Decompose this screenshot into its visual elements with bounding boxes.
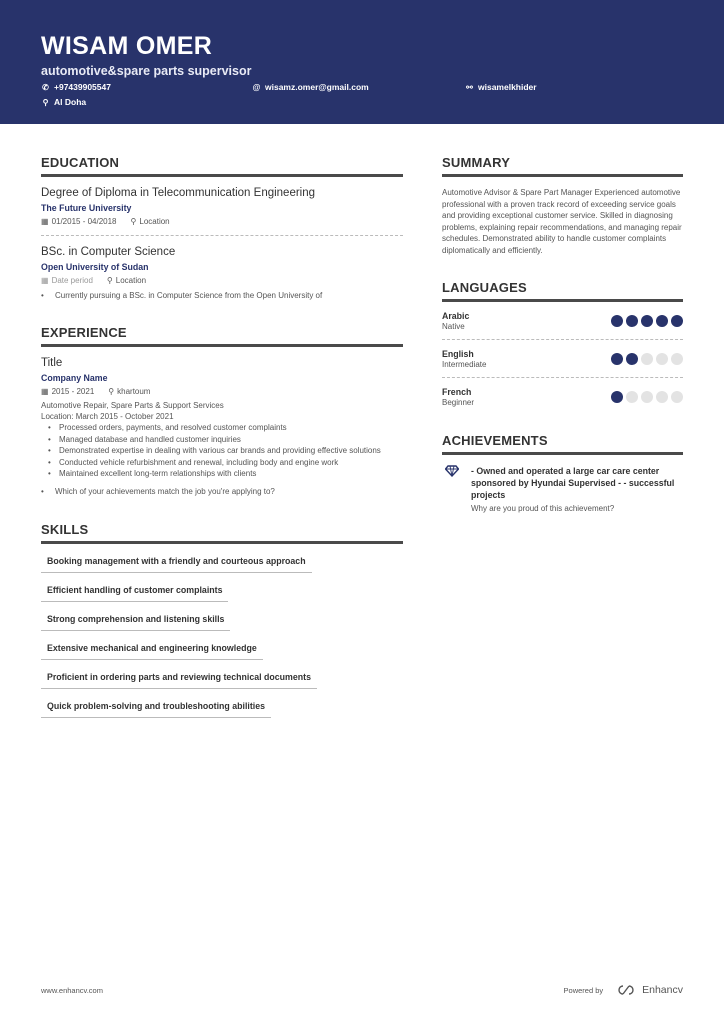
- rating-dot-filled: [611, 315, 623, 327]
- phone-icon: ✆: [42, 82, 49, 92]
- enhancv-logo-icon: [615, 984, 637, 996]
- calendar-icon: ▦: [41, 217, 49, 226]
- rating-dot-filled: [626, 315, 638, 327]
- calendar-icon: ▦: [41, 276, 49, 285]
- education-meta: [41, 217, 403, 227]
- experience-location: khartoum: [117, 387, 151, 396]
- education-entry: [41, 177, 403, 236]
- skill-row: [41, 544, 403, 573]
- education-entry: [41, 236, 403, 301]
- rating-dot-empty: [641, 391, 653, 403]
- languages-heading: LANGUAGES: [442, 280, 683, 302]
- right-column: [442, 155, 683, 514]
- rating-dot-empty: [671, 391, 683, 403]
- degree-title: Degree of Diploma in Telecommunication Engineering: [41, 187, 316, 199]
- proficiency-dots: [611, 391, 683, 403]
- language-item: [442, 302, 683, 340]
- language-level: Beginner: [442, 397, 475, 407]
- summary-text: Automotive Advisor & Spare Part Manager Experienced automotive professional with a proven track record of exceeding service goals and providing exceptional customer service. Skilled in diagnosing problems, explaining repair recommendations, and managing repair schedules. Demonstrated ability to handle customer complaints diplomatically and efficiently.: [442, 188, 682, 255]
- link-icon: ⚯: [466, 82, 473, 92]
- job-title: Title: [41, 357, 63, 369]
- list-item: • Managed database and handled customer inquiries: [41, 434, 403, 446]
- achievement-item: [442, 465, 683, 514]
- education-bullet: • Currently pursuing a BSc. in Computer Science from the Open University of: [41, 291, 403, 301]
- brand-name: Enhancv: [642, 984, 683, 996]
- brand-logo[interactable]: [615, 984, 683, 996]
- experience-prompt: • Which of your achievements match the job you're applying to?: [41, 487, 403, 497]
- skill-item: Efficient handling of customer complaints: [41, 585, 228, 602]
- phone-number: +97439905547: [54, 82, 111, 92]
- experience-list: [41, 422, 403, 480]
- phone-contact[interactable]: [41, 82, 111, 92]
- list-item: • Conducted vehicle refurbishment and renewal, including body and engine work: [41, 457, 403, 469]
- skill-row: [41, 660, 403, 689]
- powered-by-label: Powered by: [563, 985, 604, 995]
- experience-dates: Location: March 2015 - October 2021: [41, 412, 174, 421]
- resume-header: [0, 0, 724, 124]
- link-contact[interactable]: [465, 82, 537, 92]
- education-location: Location: [139, 217, 170, 226]
- education-location: Location: [115, 276, 147, 285]
- skill-item: Quick problem-solving and troubleshooting abilities: [41, 701, 271, 718]
- degree-title: BSc. in Computer Science: [41, 246, 176, 258]
- experience-heading: EXPERIENCE: [41, 325, 403, 347]
- list-item: • Processed orders, payments, and resolved customer complaints: [41, 422, 403, 434]
- rating-dot-filled: [656, 315, 668, 327]
- profile-link: wisamelkhider: [478, 82, 537, 92]
- skill-row: [41, 631, 403, 660]
- list-item: • Maintained excellent long-term relationships with clients: [41, 468, 403, 480]
- school-name: Open University of Sudan: [41, 262, 149, 272]
- skill-item: Strong comprehension and listening skills: [41, 614, 230, 631]
- achievement-description: Why are you proud of this achievement?: [471, 503, 615, 513]
- location-pin-icon: ⚲: [130, 217, 137, 226]
- contact-row: [41, 82, 683, 96]
- language-name: Arabic: [442, 310, 470, 321]
- rating-dot-empty: [656, 391, 668, 403]
- skill-item: Extensive mechanical and engineering knowledge: [41, 643, 263, 660]
- candidate-title: automotive&spare parts supervisor: [41, 64, 252, 78]
- language-list: [442, 302, 683, 415]
- list-item: • Demonstrated expertise in dealing with various car brands and providing effective solutions: [41, 445, 403, 457]
- company-name: Company Name: [41, 373, 108, 383]
- rating-dot-filled: [626, 353, 638, 365]
- email-address: wisamz.omer@gmail.com: [265, 82, 369, 92]
- footer-website[interactable]: www.enhancv.com: [41, 986, 103, 995]
- experience-period: 2015 - 2021: [51, 387, 95, 396]
- language-level: Native: [442, 321, 465, 331]
- education-heading: EDUCATION: [41, 155, 403, 177]
- location-pin-icon: ⚲: [106, 276, 113, 285]
- school-name: The Future University: [41, 203, 132, 213]
- page-footer: [41, 984, 683, 998]
- skill-row: [41, 689, 403, 718]
- location-row: [41, 97, 683, 111]
- skills-heading: SKILLS: [41, 522, 403, 544]
- skill-row: [41, 573, 403, 602]
- location-pin-icon: ⚲: [42, 97, 49, 107]
- skill-item: Proficient in ordering parts and reviewing technical documents: [41, 672, 317, 689]
- footer-branding: [564, 984, 683, 996]
- language-item: [442, 378, 683, 415]
- language-item: [442, 340, 683, 378]
- candidate-name: WISAM OMER: [41, 32, 213, 60]
- email-contact[interactable]: [252, 82, 369, 92]
- skill-row: [41, 602, 403, 631]
- proficiency-dots: [611, 353, 683, 365]
- rating-dot-empty: [656, 353, 668, 365]
- location-pin-icon: ⚲: [108, 387, 115, 396]
- calendar-icon: ▦: [41, 387, 49, 396]
- at-icon: @: [252, 82, 261, 92]
- rating-dot-filled: [671, 315, 683, 327]
- rating-dot-empty: [626, 391, 638, 403]
- rating-dot-filled: [611, 391, 623, 403]
- rating-dot-empty: [671, 353, 683, 365]
- experience-description: Automotive Repair, Spare Parts & Support Services: [41, 401, 224, 410]
- education-meta: [41, 276, 403, 286]
- rating-dot-empty: [641, 353, 653, 365]
- language-name: English: [442, 348, 474, 359]
- summary-heading: SUMMARY: [442, 155, 683, 177]
- achievement-title: - Owned and operated a large car care center sponsored by Hyundai Supervised - - successful projects: [471, 465, 675, 500]
- left-column: [41, 155, 403, 718]
- education-period: Date period: [51, 276, 93, 285]
- location-text: Al Doha: [54, 97, 87, 107]
- diamond-icon: [442, 465, 459, 514]
- language-name: French: [442, 386, 472, 397]
- location-contact: [41, 97, 86, 107]
- rating-dot-filled: [641, 315, 653, 327]
- experience-meta: [41, 387, 403, 397]
- language-level: Intermediate: [442, 359, 487, 369]
- proficiency-dots: [611, 315, 683, 327]
- education-period: 01/2015 - 04/2018: [51, 217, 117, 226]
- skill-item: Booking management with a friendly and courteous approach: [41, 556, 312, 573]
- rating-dot-filled: [611, 353, 623, 365]
- achievements-heading: ACHIEVEMENTS: [442, 433, 683, 455]
